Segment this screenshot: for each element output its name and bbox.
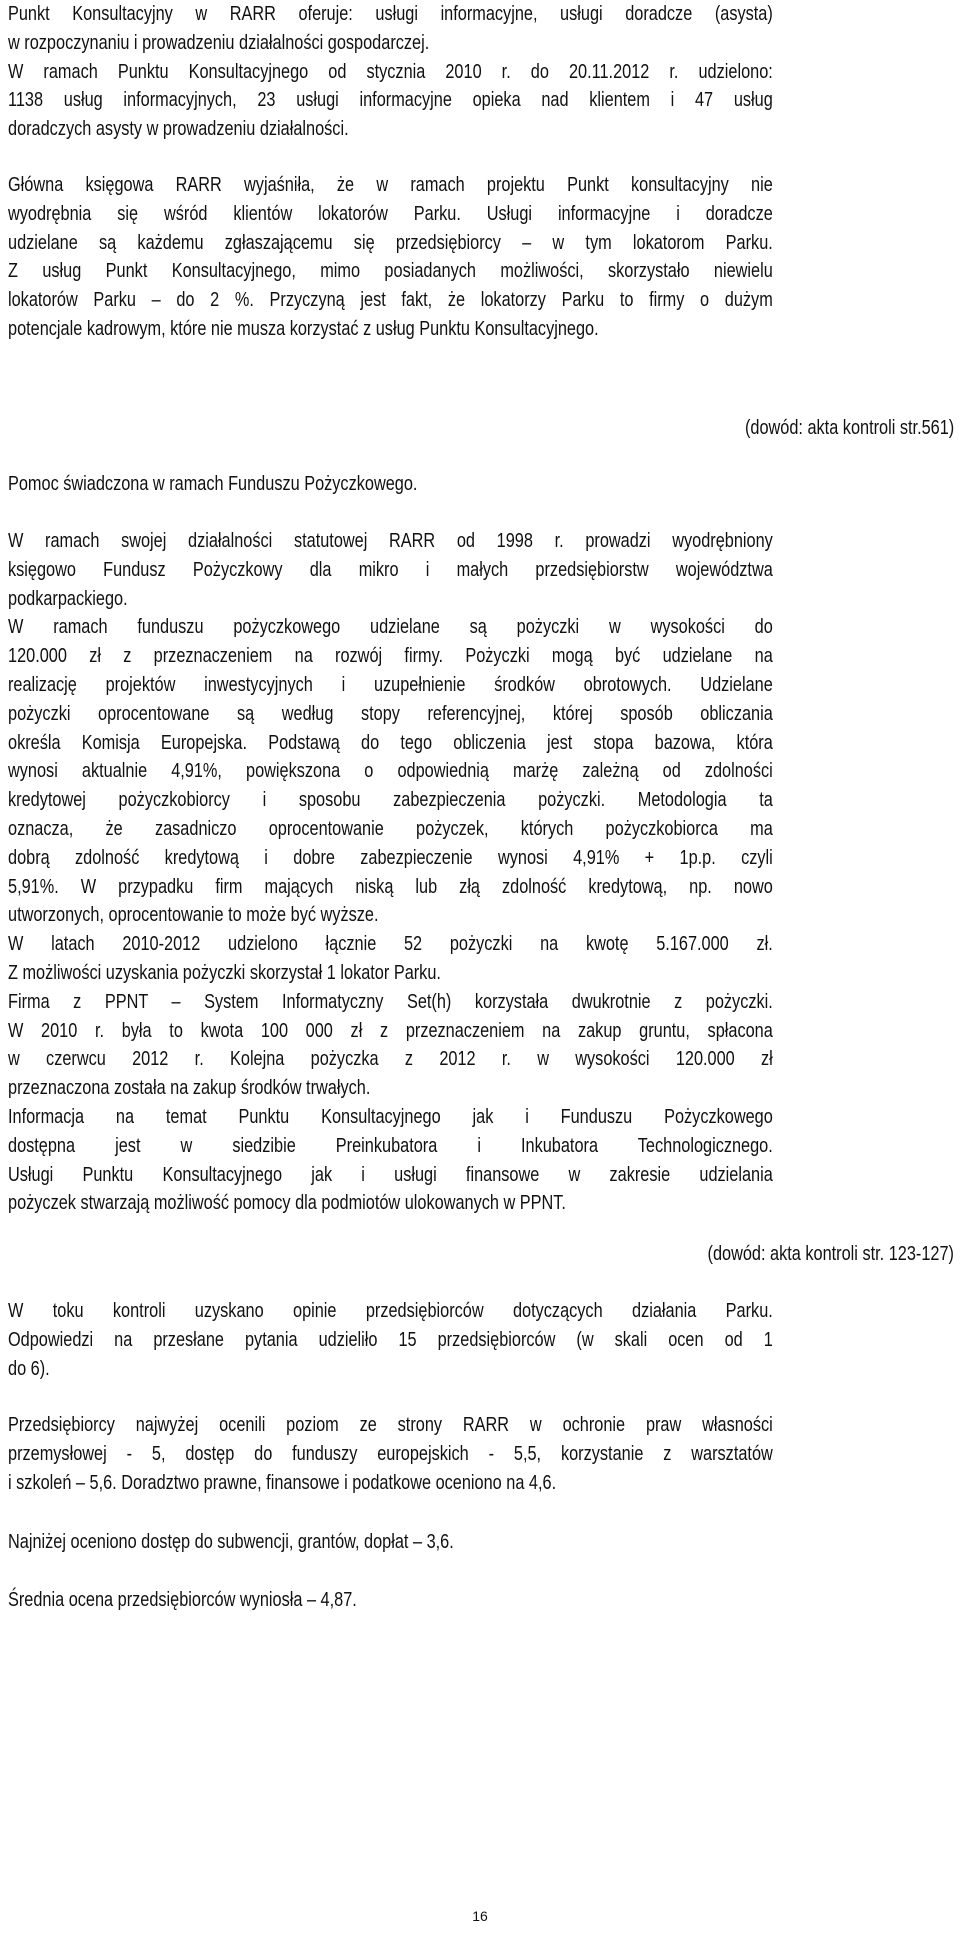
text-line: W ramach Punktu Konsultacyjnego od stycznia 2010 r. do 20.11.2012 r. udzielono: [8,59,773,83]
text-line: Przedsiębiorcy najwyżej ocenili poziom ze strony RARR w ochronie praw własności [8,1413,773,1436]
text-line: Z możliwości uzyskania pożyczki skorzystał 1 lokator Parku. [8,960,441,984]
text-line: Informacja na temat Punktu Konsultacyjnego jak i Funduszu Pożyczkowego [8,1104,773,1128]
text-line: W toku kontroli uzyskano opinie przedsiębiorców dotyczących działania Parku. [8,1299,773,1322]
text-line: Średnia ocena przedsiębiorców wyniosła – 4,87. [8,1588,357,1611]
evidence-note: (dowód: akta kontroli str. 123-127) [707,1242,954,1265]
text-line: Odpowiedzi na przesłane pytania udzieliło 15 przedsiębiorców (w skali ocen od 1 [8,1327,773,1351]
text-line: i szkoleń – 5,6. Doradztwo prawne, finansowe i podatkowe oceniono na 4,6. [8,1470,557,1494]
text-line: określa Komisja Europejska. Podstawą do tego obliczenia jest stopa bazowa, która [8,730,773,754]
text-line: W ramach swojej działalności statutowej RARR od 1998 r. prowadzi wyodrębniony [8,529,773,552]
text-line: doradczych asysty w prowadzeniu działalności. [8,117,349,141]
text-line: potencjale kadrowym, które nie musza korzystać z usług Punktu Konsultacyjnego. [8,316,599,340]
text-line: Punkt Konsultacyjny w RARR oferuje: usługi informacyjne, usługi doradcze (asysta) [8,2,773,25]
text-line: kredytowej pożyczkobiorcy i sposobu zabezpieczenia pożyczki. Metodologia ta [8,788,773,812]
text-line: Najniżej oceniono dostęp do subwencji, grantów, dopłat – 3,6. [8,1530,454,1553]
text-line: W ramach funduszu pożyczkowego udzielane są pożyczki w wysokości do [8,615,773,639]
section-heading-fundusz-pozyczkowy [8,470,773,499]
text-line: oznacza, że zasadniczo oprocentowanie pożyczek, których pożyczkobiorca ma [8,816,773,840]
text-line: Główna księgowa RARR wyjaśniła, że w ramach projektu Punkt konsultacyjny nie [8,173,773,196]
text-line: 1138 usług informacyjnych, 23 usługi informacyjne opieka nad klientem i 47 usług [8,88,773,112]
text-line: W latach 2010-2012 udzielono łącznie 52 pożyczki na kwotę 5.167.000 zł. [8,932,773,956]
text-line: realizację projektów inwestycyjnych i uzupełnienie środków obrotowych. Udzielane [8,672,773,696]
paragraph-najwyzej-ocenili [8,1411,773,1497]
paragraph-opinie-przedsiebiorcow [8,1297,773,1383]
text-line: udzielane są każdemu zgłaszającemu się przedsiębiorcy – w tym lokatorom Parku. [8,230,773,254]
text-line: W 2010 r. była to kwota 100 000 zł z przeznaczeniem na zakup gruntu, spłacona [8,1018,773,1042]
text-line: księgowo Fundusz Pożyczkowy dla mikro i małych przedsiębiorstw województwa [8,557,773,581]
text-line: pożyczki oprocentowane są według stopy referencyjnej, której sposób obliczania [8,701,773,725]
text-line: wyodrębnia się wśród klientów lokatorów Parku. Usługi informacyjne i doradcze [8,201,773,225]
text-line: w czerwcu 2012 r. Kolejna pożyczka z 2012 r. w wysokości 120.000 zł [8,1047,773,1071]
text-line: w rozpoczynaniu i prowadzeniu działalności gospodarczej. [8,30,430,54]
paragraph-najnizej-oceniono [8,1528,773,1557]
text-line: dostępna jest w siedzibie Preinkubatora i Inkubatora Technologicznego. [8,1133,773,1157]
text-line: Z usług Punkt Konsultacyjnego, mimo posiadanych możliwości, skorzystało niewielu [8,259,773,283]
text-line: przeznaczona została na zakup środków trwałych. [8,1076,371,1100]
paragraph-srednia-ocena [8,1586,773,1615]
text-line: przemysłowej - 5, dostęp do funduszy europejskich - 5,5, korzystanie z warsztatów [8,1441,773,1465]
text-line: utworzonych, oprocentowanie to może być wyższe. [8,903,379,927]
paragraph-punkt-konsultacyjny [8,0,773,144]
text-line: wynosi aktualnie 4,91%, powiększona o odpowiednią marżę zależną od zdolności [8,759,773,783]
text-line: 120.000 zł z przeznaczeniem na rozwój firmy. Pożyczki mogą być udzielane na [8,644,773,668]
text-line: dobrą zdolność kredytową i dobre zabezpieczenie wynosi 4,91% + 1p.p. czyli [8,845,773,869]
text-line: pożyczek stwarzają możliwość pomocy dla podmiotów ulokowanych w PPNT. [8,1191,566,1215]
text-line: do 6). [8,1356,50,1380]
text-line: lokatorów Parku – do 2 %. Przyczyną jest fakt, że lokatorzy Parku to firmy o dużym [8,288,773,312]
text-line: Usługi Punktu Konsultacyjnego jak i usługi finansowe w zakresie udzielania [8,1162,773,1186]
paragraph-glowna-ksiegowa [8,171,773,344]
text-line: Pomoc świadczona w ramach Funduszu Pożyczkowego. [8,472,418,495]
text-line: Firma z PPNT – System Informatyczny Set(h) korzystała dwukrotnie z pożyczki. [8,989,773,1013]
text-line: 5,91%. W przypadku firm mających niską lub złą zdolność kredytową, np. nowo [8,874,773,898]
page-number: 16 [472,1908,488,1924]
evidence-note: (dowód: akta kontroli str.561) [744,416,954,439]
paragraph-fundusz-pozyczkowy [8,527,773,1218]
text-line: podkarpackiego. [8,586,128,610]
